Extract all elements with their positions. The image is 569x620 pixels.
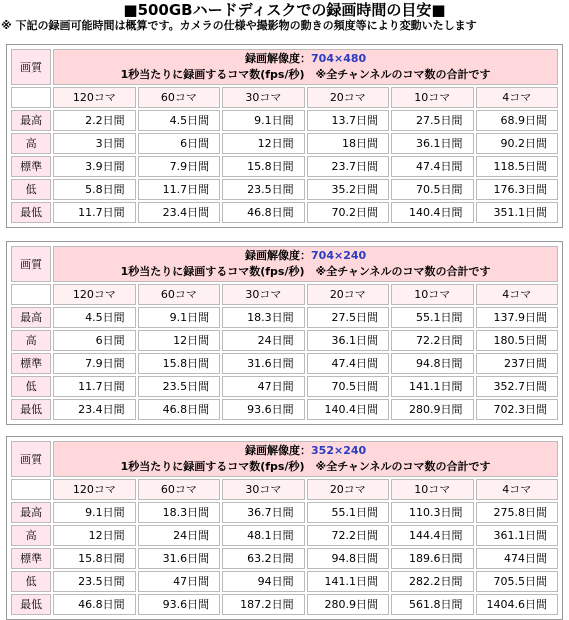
note-text: ※ 下記の録画可能時間は概算です。カメラの仕様や撮影物の動きの頻度等により変動いたします (1, 19, 477, 32)
quality-level-label: 低 (11, 376, 51, 397)
recording-days-cell: 2.2日間 (53, 110, 135, 131)
recording-days-cell: 5.8日間 (53, 179, 135, 200)
recording-days-cell: 11.7日間 (53, 202, 135, 223)
column-header-spacer (11, 479, 51, 500)
fps-column-header: 10コマ (391, 87, 473, 108)
recording-days-cell: 27.5日間 (307, 307, 389, 328)
table-row (11, 133, 558, 154)
recording-days-cell: 23.7日間 (307, 156, 389, 177)
recording-days-cell: 176.3日間 (476, 179, 558, 200)
recording-days-cell: 237日間 (476, 353, 558, 374)
recording-days-cell: 18.3日間 (222, 307, 304, 328)
recording-days-cell: 23.4日間 (53, 399, 135, 420)
quality-level-label: 標準 (11, 156, 51, 177)
recording-days-cell: 72.2日間 (307, 525, 389, 546)
recording-days-cell: 36.1日間 (307, 330, 389, 351)
recording-days-cell: 15.8日間 (138, 353, 220, 374)
recording-days-cell: 18.3日間 (138, 502, 220, 523)
recording-days-cell: 55.1日間 (307, 502, 389, 523)
fps-description: 1秒当たりに録画するコマ数(fps/秒) ※全チャンネルのコマ数の合計です (120, 68, 491, 81)
fps-column-header: 30コマ (222, 87, 304, 108)
quality-level-label: 最低 (11, 399, 51, 420)
recording-days-cell: 72.2日間 (391, 330, 473, 351)
resolution-header (53, 441, 558, 477)
recording-days-cell: 94.8日間 (307, 548, 389, 569)
recording-days-cell: 11.7日間 (138, 179, 220, 200)
table-row (11, 353, 558, 374)
recording-days-cell: 280.9日間 (391, 399, 473, 420)
recording-days-cell: 48.1日間 (222, 525, 304, 546)
fps-description: 1秒当たりに録画するコマ数(fps/秒) ※全チャンネルのコマ数の合計です (120, 265, 491, 278)
table-row (11, 525, 558, 546)
quality-level-label: 最高 (11, 110, 51, 131)
recording-days-cell: 94日間 (222, 571, 304, 592)
recording-days-cell: 15.8日間 (222, 156, 304, 177)
recording-days-cell: 6日間 (53, 330, 135, 351)
recording-days-cell: 23.5日間 (222, 179, 304, 200)
resolution-label: 録画解像度： (245, 249, 312, 262)
table-row (11, 548, 558, 569)
recording-table-3 (6, 436, 563, 620)
recording-days-cell: 561.8日間 (391, 594, 473, 615)
recording-days-cell: 6日間 (138, 133, 220, 154)
recording-days-cell: 23.5日間 (53, 571, 135, 592)
quality-level-label: 最高 (11, 502, 51, 523)
column-header-spacer (11, 284, 51, 305)
fps-column-header: 120コマ (53, 479, 135, 500)
recording-days-cell: 137.9日間 (476, 307, 558, 328)
recording-days-cell: 11.7日間 (53, 376, 135, 397)
recording-days-cell: 12日間 (53, 525, 135, 546)
page-title: ■500GBハードディスクでの録画時間の目安■ (123, 1, 446, 19)
recording-days-cell: 47.4日間 (307, 353, 389, 374)
fps-column-header: 20コマ (307, 479, 389, 500)
recording-days-cell: 140.4日間 (307, 399, 389, 420)
recording-days-cell: 118.5日間 (476, 156, 558, 177)
recording-days-cell: 275.8日間 (476, 502, 558, 523)
fps-column-header: 120コマ (53, 87, 135, 108)
recording-days-cell: 35.2日間 (307, 179, 389, 200)
quality-header: 画質 (11, 246, 51, 282)
fps-column-header: 120コマ (53, 284, 135, 305)
recording-days-cell: 18日間 (307, 133, 389, 154)
resolution-label: 録画解像度： (245, 444, 312, 457)
recording-days-cell: 187.2日間 (222, 594, 304, 615)
recording-days-cell: 474日間 (476, 548, 558, 569)
recording-days-cell: 3.9日間 (53, 156, 135, 177)
recording-days-cell: 70.5日間 (391, 179, 473, 200)
recording-days-cell: 24日間 (222, 330, 304, 351)
fps-column-header: 60コマ (138, 284, 220, 305)
fps-column-header: 30コマ (222, 284, 304, 305)
recording-days-cell: 46.8日間 (222, 202, 304, 223)
recording-days-cell: 4.5日間 (138, 110, 220, 131)
quality-level-label: 低 (11, 571, 51, 592)
recording-days-cell: 352.7日間 (476, 376, 558, 397)
recording-days-cell: 68.9日間 (476, 110, 558, 131)
recording-days-cell: 70.5日間 (307, 376, 389, 397)
resolution-header (53, 246, 558, 282)
resolution-value: 704×480 (311, 52, 367, 65)
recording-days-cell: 70.2日間 (307, 202, 389, 223)
fps-column-header: 10コマ (391, 479, 473, 500)
fps-column-header: 20コマ (307, 87, 389, 108)
recording-days-cell: 27.5日間 (391, 110, 473, 131)
recording-days-cell: 15.8日間 (53, 548, 135, 569)
table-row (11, 179, 558, 200)
resolution-header (53, 49, 558, 85)
quality-level-label: 高 (11, 133, 51, 154)
recording-days-cell: 110.3日間 (391, 502, 473, 523)
quality-level-label: 標準 (11, 353, 51, 374)
recording-days-cell: 705.5日間 (476, 571, 558, 592)
recording-days-cell: 47.4日間 (391, 156, 473, 177)
table-row (11, 376, 558, 397)
fps-column-header: 4コマ (476, 284, 558, 305)
recording-days-cell: 12日間 (138, 330, 220, 351)
fps-description: 1秒当たりに録画するコマ数(fps/秒) ※全チャンネルのコマ数の合計です (120, 460, 491, 473)
table-row (11, 594, 558, 615)
recording-days-cell: 280.9日間 (307, 594, 389, 615)
recording-days-cell: 93.6日間 (138, 594, 220, 615)
recording-days-cell: 31.6日間 (222, 353, 304, 374)
resolution-value: 704×240 (311, 249, 367, 262)
recording-days-cell: 47日間 (222, 376, 304, 397)
recording-days-cell: 36.7日間 (222, 502, 304, 523)
recording-days-cell: 189.6日間 (391, 548, 473, 569)
recording-days-cell: 12日間 (222, 133, 304, 154)
recording-days-cell: 4.5日間 (53, 307, 135, 328)
recording-days-cell: 702.3日間 (476, 399, 558, 420)
recording-table-2 (6, 241, 563, 425)
recording-days-cell: 9.1日間 (138, 307, 220, 328)
recording-time-table (9, 244, 560, 422)
table-row (11, 399, 558, 420)
recording-days-cell: 94.8日間 (391, 353, 473, 374)
column-header-spacer (11, 87, 51, 108)
recording-days-cell: 63.2日間 (222, 548, 304, 569)
recording-days-cell: 180.5日間 (476, 330, 558, 351)
table-row (11, 502, 558, 523)
recording-days-cell: 46.8日間 (138, 399, 220, 420)
quality-level-label: 標準 (11, 548, 51, 569)
recording-days-cell: 93.6日間 (222, 399, 304, 420)
recording-time-table (9, 439, 560, 617)
resolution-label: 録画解像度： (245, 52, 312, 65)
fps-column-header: 60コマ (138, 87, 220, 108)
table-row (11, 110, 558, 131)
fps-column-header: 4コマ (476, 479, 558, 500)
recording-days-cell: 9.1日間 (53, 502, 135, 523)
recording-days-cell: 47日間 (138, 571, 220, 592)
recording-days-cell: 13.7日間 (307, 110, 389, 131)
recording-days-cell: 36.1日間 (391, 133, 473, 154)
recording-days-cell: 24日間 (138, 525, 220, 546)
table-row (11, 156, 558, 177)
fps-column-header: 30コマ (222, 479, 304, 500)
table-row (11, 307, 558, 328)
recording-days-cell: 3日間 (53, 133, 135, 154)
recording-days-cell: 55.1日間 (391, 307, 473, 328)
quality-level-label: 低 (11, 179, 51, 200)
recording-days-cell: 361.1日間 (476, 525, 558, 546)
recording-days-cell: 1404.6日間 (476, 594, 558, 615)
recording-days-cell: 7.9日間 (53, 353, 135, 374)
recording-days-cell: 46.8日間 (53, 594, 135, 615)
resolution-value: 352×240 (311, 444, 367, 457)
recording-days-cell: 140.4日間 (391, 202, 473, 223)
quality-level-label: 高 (11, 525, 51, 546)
fps-column-header: 4コマ (476, 87, 558, 108)
table-row (11, 330, 558, 351)
quality-level-label: 最低 (11, 594, 51, 615)
recording-days-cell: 141.1日間 (391, 376, 473, 397)
recording-days-cell: 23.5日間 (138, 376, 220, 397)
recording-days-cell: 31.6日間 (138, 548, 220, 569)
quality-level-label: 最低 (11, 202, 51, 223)
recording-days-cell: 144.4日間 (391, 525, 473, 546)
fps-column-header: 60コマ (138, 479, 220, 500)
table-row (11, 571, 558, 592)
recording-days-cell: 351.1日間 (476, 202, 558, 223)
table-row (11, 202, 558, 223)
recording-days-cell: 7.9日間 (138, 156, 220, 177)
recording-days-cell: 23.4日間 (138, 202, 220, 223)
fps-column-header: 20コマ (307, 284, 389, 305)
recording-table-1 (6, 44, 563, 228)
quality-header: 画質 (11, 441, 51, 477)
quality-level-label: 高 (11, 330, 51, 351)
recording-days-cell: 282.2日間 (391, 571, 473, 592)
recording-days-cell: 90.2日間 (476, 133, 558, 154)
recording-days-cell: 141.1日間 (307, 571, 389, 592)
quality-header: 画質 (11, 49, 51, 85)
quality-level-label: 最高 (11, 307, 51, 328)
recording-time-table (9, 47, 560, 225)
recording-days-cell: 9.1日間 (222, 110, 304, 131)
fps-column-header: 10コマ (391, 284, 473, 305)
